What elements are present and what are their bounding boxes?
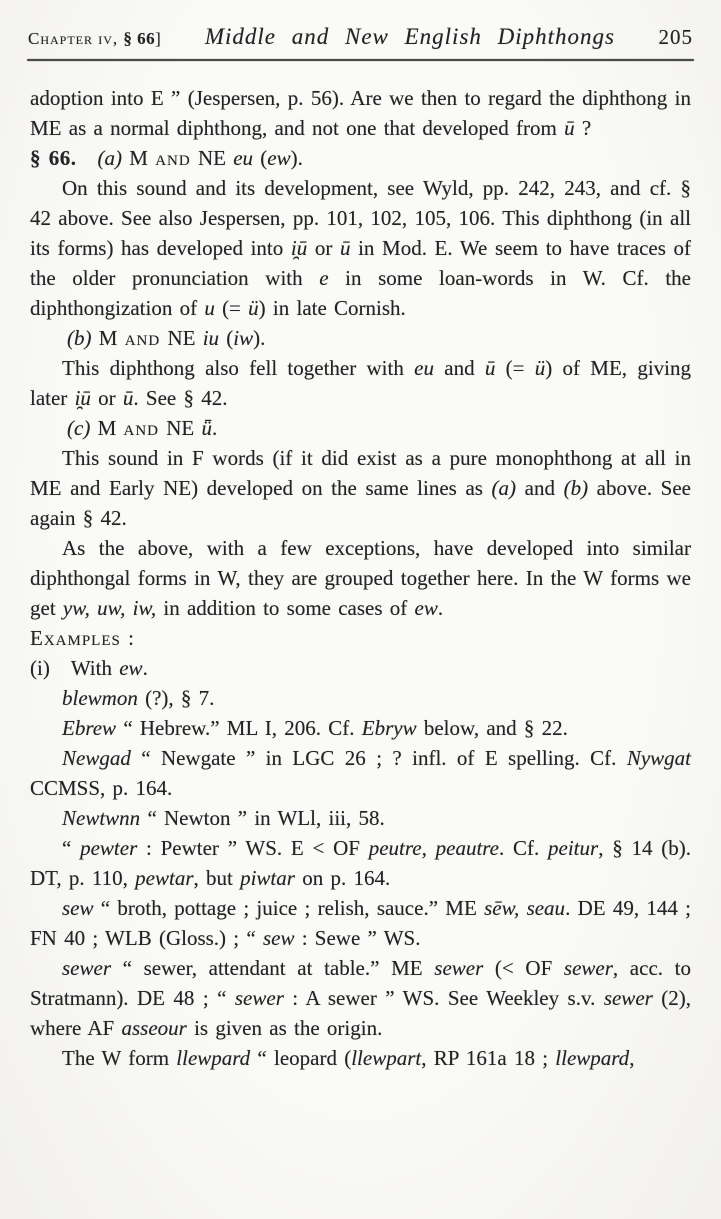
text-run: “ Newton ” in WLl, iii, 58. [140,806,385,830]
paragraph [30,443,691,533]
text-run: (a) [491,476,517,500]
text-run: This sound in F words (if it did exist as a pure monophthong at all in ME and Early NE) developed on the same lines as [30,446,691,500]
text-run: . Cf. [499,836,549,860]
text-run: , § 14 (b). DT, p. 110, [30,836,691,890]
text-run: ? [574,116,592,140]
text-run: sew [262,926,295,950]
example-entry [30,953,691,1043]
text-run: sewer [563,956,613,980]
text-run: in Mod. E. We seem to have traces of the older pronunciation with [30,236,691,290]
text-run: ū [484,356,496,380]
text-run: and [155,146,191,170]
text-run: ū [339,236,351,260]
text-run: pewter [80,836,138,860]
text-run: peitur [548,836,599,860]
text-run: : [120,626,134,650]
examples-label [30,623,691,653]
text-run: Nywgat [626,746,691,770]
text-run: ū [122,386,134,410]
text-run: The W form [62,1046,177,1070]
text-run: ü [248,296,259,320]
text-run: , [629,1046,635,1070]
text-run: below, and § 22. [416,716,568,740]
text-run: “ leopard ( [250,1046,352,1070]
paragraph [30,353,691,413]
text-run: in some loan-words in W. Cf. the diphthongization of [30,266,691,320]
text-run: . DE 49, 144 ; FN 40 ; WLB (Gloss.) ; “ [30,896,692,950]
text-run: (b) [67,326,92,350]
text-run: (< OF [483,956,564,980]
example-entry [30,683,691,713]
text-run: sewer [603,986,653,1010]
text-run: (= [495,356,535,380]
text-run: llewpard [176,1046,251,1070]
example-entry [30,743,691,803]
text-run: M [90,416,124,440]
text-run: sewer [62,956,111,980]
text-run: On this sound and its development, see Wyld, pp. 242, 243, and cf. § 42 above. See also Jespersen, pp. 101, 102, 105, 106. This diphthong (in all its forms) has developed into [30,176,691,260]
text-run: peutre, peautre [368,836,499,860]
text-run: . [212,416,218,440]
text-run: M [122,146,156,170]
text-run: Ebryw [361,716,417,740]
text-run: CCMSS, p. 164. [30,776,173,800]
text-run: Ebrew [62,716,117,740]
text-run: sewer [434,956,484,980]
text-run: blewmon [62,686,138,710]
text-run: “ broth, pottage ; juice ; relish, sauce.” ME [93,896,485,920]
text-run: Newtwnn [62,806,141,830]
text-run: and [433,356,485,380]
text-run: “ sewer, attendant at table.” ME [111,956,435,980]
text-run: “ Newgate ” in LGC 26 ; ? infl. of E spelling. Cf. [130,746,627,770]
example-entry [30,833,691,893]
text-run: NE [190,146,234,170]
text-run: ] [155,29,162,48]
page-header [28,24,693,50]
text-run: or [90,386,123,410]
text-run: yw, uw, iw, [62,596,157,620]
paragraph [30,533,691,623]
example-entry [30,893,691,953]
text-run: i̯ū [74,386,91,410]
text-run: above. See again § 42. [30,476,691,530]
chapter-heading [28,29,161,49]
text-run: , but [193,866,241,890]
example-entry [30,1043,691,1073]
text-run: iw [233,326,254,350]
text-run: in addition to some cases of [156,596,415,620]
header-rule [27,59,694,61]
text-run: “ Hebrew.” ML I, 206. Cf. [116,716,362,740]
text-run: ü [534,356,546,380]
text-run: iu [202,326,220,350]
text-run: and [124,326,161,350]
text-run: (?), § 7. [137,686,215,710]
text-run: M [91,326,125,350]
text-run: , acc. to Stratmann). DE 48 ; “ [30,956,692,1010]
text-run: u [204,296,215,320]
text-run: sēw, seau [484,896,566,920]
text-run: eu [414,356,434,380]
text-run: sewer [234,986,284,1010]
text-run: ew [267,146,291,170]
text-run: i̯ū [290,236,308,260]
example-entry [30,713,691,743]
text-run: and [516,476,564,500]
text-run: § 66 [123,29,156,48]
text-run: e [319,266,329,290]
subheading-66c [30,413,691,443]
text-run: NE [159,416,202,440]
text-run: or [307,236,340,260]
page-number: 205 [658,25,693,49]
paragraph-continued [30,83,691,143]
page-body [30,83,691,1073]
text-run: sew [62,896,94,920]
text-run: Chapter iv, [28,29,124,48]
text-run: . See § 42. [133,386,228,410]
text-run: NE [160,326,203,350]
text-run: (c) [67,416,91,440]
text-run: eu [233,146,254,170]
text-run: llewpard [555,1046,630,1070]
text-run: § 66. [30,146,77,170]
paragraph [30,173,691,323]
text-run: pewtar [135,866,194,890]
text-run: (a) [97,146,122,170]
text-run: and [123,416,159,440]
text-run: llewpart [351,1046,422,1070]
text-run: ) in late Cornish. [258,296,406,320]
text-run: : Pewter ” WS. E < OF [137,836,369,860]
text-run: ū [564,116,575,140]
text-run [77,146,98,170]
text-run: ǖ [201,416,212,440]
text-run: (= [214,296,249,320]
text-run: ew [414,596,438,620]
text-run: ew [119,656,143,680]
text-run: . [437,596,444,620]
text-run: (b) [563,476,589,500]
text-run: ) of ME, giving later [30,356,692,410]
text-run: “ [62,836,81,860]
text-run: (i) With [30,656,120,680]
text-run: ( [219,326,234,350]
text-run: , RP 161a 18 ; [421,1046,556,1070]
text-run: on p. 164. [294,866,391,890]
text-run: . [142,656,148,680]
text-run: : A sewer ” WS. See Weekley s.v. [283,986,604,1010]
text-run: ( [253,146,268,170]
text-run: asseour [121,1016,187,1040]
text-run: Examples [30,626,121,650]
text-run: : Sewe ” WS. [294,926,421,950]
text-run: (2), where AF [30,986,691,1040]
section-heading-66a [30,143,691,173]
list-head-i [30,653,691,683]
text-run: piwtar [240,866,295,890]
text-run: ). [290,146,303,170]
text-run: is given as the origin. [186,1016,383,1040]
example-entry [30,803,691,833]
text-run: This diphthong also fell together with [62,356,415,380]
text-run: adoption into E ” (Jespersen, p. 56). Are we then to regard the diphthong in ME as a normal diphthong, and not one that developed from [30,86,691,140]
text-run: As the above, with a few exceptions, have developed into similar diphthongal forms in W, they are grouped together here. In the W forms we get [30,536,691,620]
subheading-66b [30,323,691,353]
text-run: ). [253,326,266,350]
running-title: Middle and New English Diphthongs [204,24,615,49]
text-run: Newgad [62,746,131,770]
